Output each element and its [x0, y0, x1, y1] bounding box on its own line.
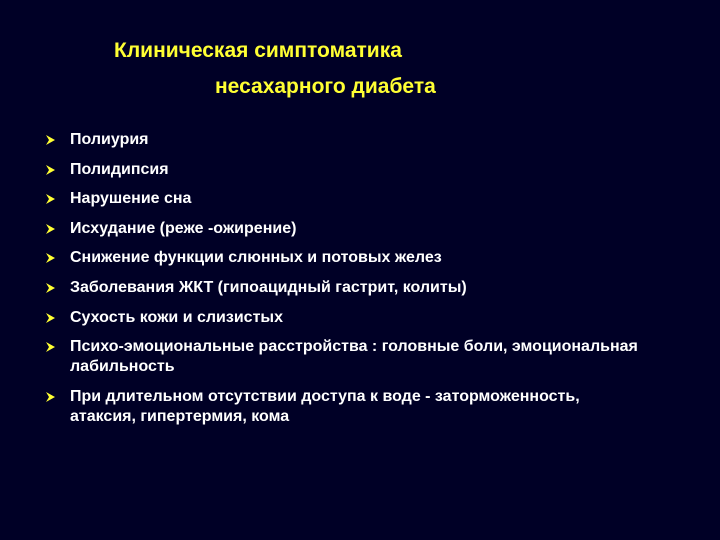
- list-item-text: Полидипсия: [70, 160, 169, 178]
- list-item: [44, 130, 684, 150]
- list-item: [44, 160, 684, 180]
- list-item-text: При длительном отсутствии доступа к воде - заторможенность, атаксия, гипертермия, кома: [70, 387, 580, 425]
- slide-title-line-2: несахарного диабета: [215, 75, 436, 98]
- arrowhead-bullet-icon: [44, 312, 56, 324]
- arrowhead-bullet-icon: [44, 341, 56, 353]
- list-item: [44, 278, 684, 298]
- list-item: [44, 189, 684, 209]
- arrowhead-bullet-icon: [44, 252, 56, 264]
- list-item-text: Нарушение сна: [70, 190, 192, 208]
- list-item: [44, 308, 684, 328]
- symptom-list: [44, 130, 684, 436]
- arrowhead-bullet-icon: [44, 223, 56, 235]
- arrowhead-bullet-icon: [44, 134, 56, 146]
- list-item: [44, 219, 684, 239]
- list-item: [44, 248, 684, 268]
- list-item: [44, 337, 684, 377]
- list-item-text: Психо-эмоциональные расстройства : головные боли, эмоциональная лабильность: [70, 338, 638, 376]
- arrowhead-bullet-icon: [44, 391, 56, 403]
- list-item-text: Исхудание (реже -ожирение): [70, 219, 297, 237]
- list-item-text: Снижение функции слюнных и потовых желез: [70, 249, 442, 267]
- list-item-text: Полиурия: [70, 131, 149, 148]
- slide-title-line-1: Клиническая симптоматика: [114, 39, 402, 62]
- list-item-text: Сухость кожи и слизистых: [70, 308, 283, 326]
- arrowhead-bullet-icon: [44, 164, 56, 176]
- arrowhead-bullet-icon: [44, 193, 56, 205]
- list-item: [44, 387, 684, 427]
- list-item-text: Заболевания ЖКТ (гипоацидный гастрит, колиты): [70, 278, 467, 296]
- arrowhead-bullet-icon: [44, 282, 56, 294]
